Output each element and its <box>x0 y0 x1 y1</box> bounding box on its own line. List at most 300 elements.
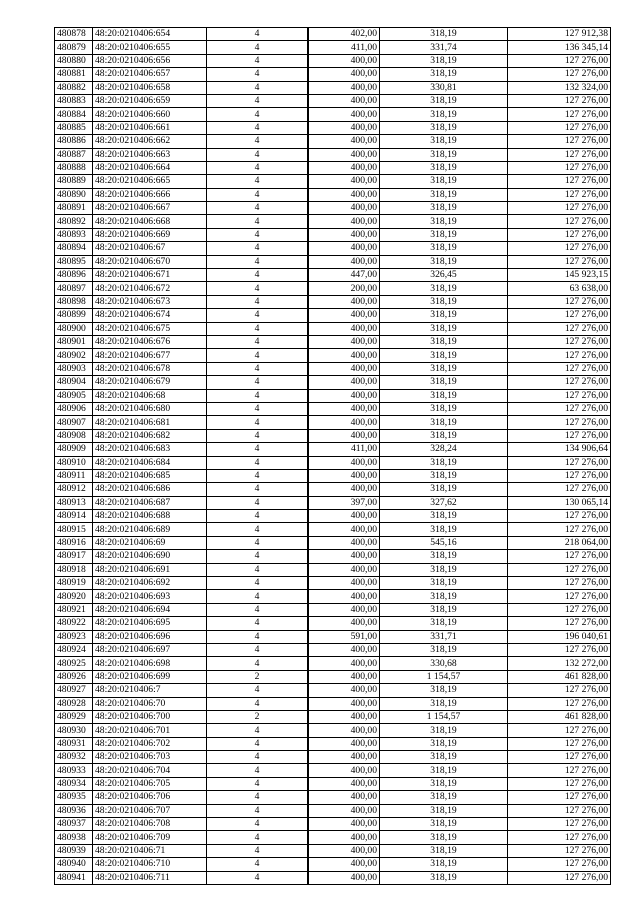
area-cell: 397,00 <box>308 496 380 509</box>
area-cell: 591,00 <box>308 630 380 643</box>
area-cell: 200,00 <box>308 282 380 295</box>
table-row <box>55 282 611 295</box>
row-number-cell: 480914 <box>55 510 93 523</box>
cadastral-number-cell: 48:20:0210406:698 <box>93 657 207 670</box>
row-number-cell: 480940 <box>55 858 93 871</box>
row-number-cell: 480912 <box>55 483 93 496</box>
group-code-cell: 4 <box>207 536 309 549</box>
cadastral-number-cell: 48:20:0210406:692 <box>93 577 207 590</box>
row-number-cell: 480890 <box>55 188 93 201</box>
cadastral-value-cell: 127 276,00 <box>508 818 611 831</box>
cadastral-number-cell: 48:20:0210406:672 <box>93 282 207 295</box>
area-cell: 400,00 <box>308 804 380 817</box>
specific-value-cell: 318,19 <box>380 255 508 268</box>
area-cell: 400,00 <box>308 121 380 134</box>
area-cell: 400,00 <box>308 858 380 871</box>
table-row <box>55 68 611 81</box>
group-code-cell: 4 <box>207 161 309 174</box>
group-code-cell: 4 <box>207 429 309 442</box>
specific-value-cell: 318,19 <box>380 108 508 121</box>
table-row <box>55 510 611 523</box>
row-number-cell: 480927 <box>55 684 93 697</box>
area-cell: 400,00 <box>308 818 380 831</box>
group-code-cell: 4 <box>207 764 309 777</box>
area-cell: 411,00 <box>308 443 380 456</box>
cadastral-number-cell: 48:20:0210406:687 <box>93 496 207 509</box>
cadastral-number-cell: 48:20:0210406:708 <box>93 818 207 831</box>
group-code-cell: 4 <box>207 402 309 415</box>
table-row <box>55 550 611 563</box>
area-cell: 400,00 <box>308 563 380 576</box>
area-cell: 400,00 <box>308 402 380 415</box>
cadastral-number-cell: 48:20:0210406:695 <box>93 617 207 630</box>
group-code-cell: 4 <box>207 724 309 737</box>
cadastral-number-cell: 48:20:0210406:658 <box>93 81 207 94</box>
table-row <box>55 228 611 241</box>
specific-value-cell: 331,74 <box>380 41 508 54</box>
group-code-cell: 4 <box>207 322 309 335</box>
row-number-cell: 480921 <box>55 603 93 616</box>
row-number-cell: 480880 <box>55 54 93 67</box>
cadastral-number-cell: 48:20:0210406:693 <box>93 590 207 603</box>
table-row <box>55 483 611 496</box>
row-number-cell: 480892 <box>55 215 93 228</box>
table-row <box>55 643 611 656</box>
cadastral-value-cell: 127 276,00 <box>508 617 611 630</box>
specific-value-cell: 318,19 <box>380 469 508 482</box>
table-row <box>55 818 611 831</box>
cadastral-value-cell: 127 276,00 <box>508 242 611 255</box>
area-cell: 400,00 <box>308 469 380 482</box>
cadastral-number-cell: 48:20:0210406:699 <box>93 670 207 683</box>
cadastral-number-cell: 48:20:0210406:665 <box>93 175 207 188</box>
area-cell: 400,00 <box>308 643 380 656</box>
group-code-cell: 4 <box>207 81 309 94</box>
cadastral-number-cell: 48:20:0210406:700 <box>93 710 207 723</box>
cadastral-value-cell: 127 276,00 <box>508 469 611 482</box>
table-row <box>55 804 611 817</box>
group-code-cell: 4 <box>207 376 309 389</box>
specific-value-cell: 318,19 <box>380 376 508 389</box>
row-number-cell: 480894 <box>55 242 93 255</box>
table-row <box>55 751 611 764</box>
specific-value-cell: 318,19 <box>380 777 508 790</box>
specific-value-cell: 318,19 <box>380 724 508 737</box>
cadastral-value-cell: 127 912,38 <box>508 28 611 41</box>
area-cell: 400,00 <box>308 536 380 549</box>
specific-value-cell: 318,19 <box>380 737 508 750</box>
cadastral-value-cell: 127 276,00 <box>508 135 611 148</box>
table-row <box>55 710 611 723</box>
group-code-cell: 4 <box>207 443 309 456</box>
area-cell: 400,00 <box>308 362 380 375</box>
group-code-cell: 4 <box>207 41 309 54</box>
cadastral-value-cell: 218 064,00 <box>508 536 611 549</box>
specific-value-cell: 318,19 <box>380 617 508 630</box>
area-cell: 400,00 <box>308 791 380 804</box>
row-number-cell: 480925 <box>55 657 93 670</box>
cadastral-value-cell: 127 276,00 <box>508 402 611 415</box>
cadastral-value-cell: 127 276,00 <box>508 349 611 362</box>
cadastral-value-cell: 127 276,00 <box>508 697 611 710</box>
area-cell: 400,00 <box>308 309 380 322</box>
cadastral-value-cell: 127 276,00 <box>508 362 611 375</box>
row-number-cell: 480896 <box>55 269 93 282</box>
table-row <box>55 791 611 804</box>
specific-value-cell: 318,19 <box>380 322 508 335</box>
row-number-cell: 480920 <box>55 590 93 603</box>
cadastral-number-cell: 48:20:0210406:668 <box>93 215 207 228</box>
row-number-cell: 480931 <box>55 737 93 750</box>
row-number-cell: 480878 <box>55 28 93 41</box>
cadastral-number-cell: 48:20:0210406:655 <box>93 41 207 54</box>
cadastral-number-cell: 48:20:0210406:673 <box>93 295 207 308</box>
area-cell: 400,00 <box>308 831 380 844</box>
cadastral-value-cell: 130 065,14 <box>508 496 611 509</box>
row-number-cell: 480893 <box>55 228 93 241</box>
row-number-cell: 480917 <box>55 550 93 563</box>
area-cell: 400,00 <box>308 483 380 496</box>
group-code-cell: 4 <box>207 791 309 804</box>
group-code-cell: 4 <box>207 577 309 590</box>
specific-value-cell: 328,24 <box>380 443 508 456</box>
table-row <box>55 135 611 148</box>
cadastral-number-cell: 48:20:0210406:674 <box>93 309 207 322</box>
table-row <box>55 309 611 322</box>
area-cell: 400,00 <box>308 777 380 790</box>
cadastral-number-cell: 48:20:0210406:679 <box>93 376 207 389</box>
cadastral-number-cell: 48:20:0210406:696 <box>93 630 207 643</box>
area-cell: 411,00 <box>308 41 380 54</box>
row-number-cell: 480935 <box>55 791 93 804</box>
area-cell: 400,00 <box>308 684 380 697</box>
cadastral-number-cell: 48:20:0210406:657 <box>93 68 207 81</box>
area-cell: 400,00 <box>308 710 380 723</box>
row-number-cell: 480889 <box>55 175 93 188</box>
area-cell: 400,00 <box>308 175 380 188</box>
cadastral-value-cell: 132 324,00 <box>508 81 611 94</box>
cadastral-value-cell: 127 276,00 <box>508 161 611 174</box>
area-cell: 400,00 <box>308 389 380 402</box>
group-code-cell: 4 <box>207 54 309 67</box>
cadastral-value-cell: 127 276,00 <box>508 858 611 871</box>
cadastral-number-cell: 48:20:0210406:682 <box>93 429 207 442</box>
row-number-cell: 480888 <box>55 161 93 174</box>
row-number-cell: 480933 <box>55 764 93 777</box>
cadastral-value-cell: 127 276,00 <box>508 563 611 576</box>
area-cell: 400,00 <box>308 349 380 362</box>
group-code-cell: 4 <box>207 818 309 831</box>
cadastral-value-cell: 127 276,00 <box>508 684 611 697</box>
cadastral-value-cell: 127 276,00 <box>508 577 611 590</box>
specific-value-cell: 318,19 <box>380 242 508 255</box>
area-cell: 400,00 <box>308 429 380 442</box>
table-row <box>55 41 611 54</box>
cadastral-number-cell: 48:20:0210406:704 <box>93 764 207 777</box>
specific-value-cell: 318,19 <box>380 804 508 817</box>
specific-value-cell: 318,19 <box>380 603 508 616</box>
table-row <box>55 456 611 469</box>
group-code-cell: 2 <box>207 670 309 683</box>
table-row <box>55 871 611 884</box>
cadastral-value-cell: 127 276,00 <box>508 804 611 817</box>
row-number-cell: 480934 <box>55 777 93 790</box>
table-row <box>55 376 611 389</box>
specific-value-cell: 318,19 <box>380 228 508 241</box>
table-row <box>55 777 611 790</box>
specific-value-cell: 318,19 <box>380 697 508 710</box>
group-code-cell: 4 <box>207 148 309 161</box>
area-cell: 400,00 <box>308 108 380 121</box>
area-cell: 400,00 <box>308 255 380 268</box>
area-cell: 400,00 <box>308 523 380 536</box>
specific-value-cell: 318,19 <box>380 510 508 523</box>
table-row <box>55 844 611 857</box>
specific-value-cell: 318,19 <box>380 54 508 67</box>
row-number-cell: 480901 <box>55 335 93 348</box>
specific-value-cell: 318,19 <box>380 309 508 322</box>
area-cell: 400,00 <box>308 135 380 148</box>
area-cell: 400,00 <box>308 202 380 215</box>
group-code-cell: 4 <box>207 269 309 282</box>
row-number-cell: 480883 <box>55 94 93 107</box>
specific-value-cell: 318,19 <box>380 764 508 777</box>
group-code-cell: 4 <box>207 657 309 670</box>
cadastral-value-cell: 127 276,00 <box>508 215 611 228</box>
area-cell: 400,00 <box>308 737 380 750</box>
group-code-cell: 4 <box>207 228 309 241</box>
cadastral-number-cell: 48:20:0210406:71 <box>93 844 207 857</box>
specific-value-cell: 318,19 <box>380 871 508 884</box>
specific-value-cell: 318,19 <box>380 202 508 215</box>
cadastral-number-cell: 48:20:0210406:688 <box>93 510 207 523</box>
table-row <box>55 523 611 536</box>
cadastral-value-cell: 127 276,00 <box>508 188 611 201</box>
cadastral-number-cell: 48:20:0210406:67 <box>93 242 207 255</box>
group-code-cell: 4 <box>207 496 309 509</box>
table-row <box>55 255 611 268</box>
row-number-cell: 480903 <box>55 362 93 375</box>
cadastral-value-cell: 127 276,00 <box>508 429 611 442</box>
specific-value-cell: 327,62 <box>380 496 508 509</box>
cadastral-value-cell: 136 345,14 <box>508 41 611 54</box>
cadastral-number-cell: 48:20:0210406:684 <box>93 456 207 469</box>
table-row <box>55 175 611 188</box>
table-row <box>55 577 611 590</box>
specific-value-cell: 318,19 <box>380 28 508 41</box>
cadastral-value-cell: 127 276,00 <box>508 590 611 603</box>
row-number-cell: 480881 <box>55 68 93 81</box>
area-cell: 400,00 <box>308 228 380 241</box>
cadastral-value-cell: 127 276,00 <box>508 523 611 536</box>
specific-value-cell: 318,19 <box>380 215 508 228</box>
table-row <box>55 737 611 750</box>
cadastral-number-cell: 48:20:0210406:671 <box>93 269 207 282</box>
cadastral-value-cell: 127 276,00 <box>508 94 611 107</box>
cadastral-value-cell: 127 276,00 <box>508 831 611 844</box>
row-number-cell: 480939 <box>55 844 93 857</box>
group-code-cell: 4 <box>207 643 309 656</box>
table-row <box>55 496 611 509</box>
row-number-cell: 480906 <box>55 402 93 415</box>
group-code-cell: 4 <box>207 202 309 215</box>
cadastral-value-cell: 127 276,00 <box>508 844 611 857</box>
group-code-cell: 4 <box>207 295 309 308</box>
group-code-cell: 4 <box>207 603 309 616</box>
area-cell: 400,00 <box>308 81 380 94</box>
cadastral-number-cell: 48:20:0210406:677 <box>93 349 207 362</box>
area-cell: 400,00 <box>308 603 380 616</box>
group-code-cell: 4 <box>207 349 309 362</box>
cadastral-value-cell: 127 276,00 <box>508 295 611 308</box>
group-code-cell: 4 <box>207 456 309 469</box>
cadastral-number-cell: 48:20:0210406:707 <box>93 804 207 817</box>
cadastral-value-cell: 127 276,00 <box>508 510 611 523</box>
specific-value-cell: 318,19 <box>380 684 508 697</box>
table-body <box>55 28 611 885</box>
area-cell: 400,00 <box>308 215 380 228</box>
table-row <box>55 416 611 429</box>
table-row <box>55 242 611 255</box>
row-number-cell: 480913 <box>55 496 93 509</box>
cadastral-value-cell: 196 040,61 <box>508 630 611 643</box>
cadastral-number-cell: 48:20:0210406:667 <box>93 202 207 215</box>
specific-value-cell: 318,19 <box>380 643 508 656</box>
area-cell: 447,00 <box>308 269 380 282</box>
area-cell: 400,00 <box>308 657 380 670</box>
cadastral-number-cell: 48:20:0210406:675 <box>93 322 207 335</box>
specific-value-cell: 1 154,57 <box>380 710 508 723</box>
area-cell: 400,00 <box>308 550 380 563</box>
area-cell: 400,00 <box>308 751 380 764</box>
area-cell: 400,00 <box>308 335 380 348</box>
group-code-cell: 4 <box>207 483 309 496</box>
row-number-cell: 480899 <box>55 309 93 322</box>
cadastral-value-cell: 461 828,00 <box>508 670 611 683</box>
table-row <box>55 188 611 201</box>
group-code-cell: 4 <box>207 108 309 121</box>
group-code-cell: 4 <box>207 563 309 576</box>
row-number-cell: 480897 <box>55 282 93 295</box>
table-row <box>55 215 611 228</box>
row-number-cell: 480918 <box>55 563 93 576</box>
cadastral-value-cell: 127 276,00 <box>508 389 611 402</box>
row-number-cell: 480904 <box>55 376 93 389</box>
table-row <box>55 831 611 844</box>
cadastral-value-cell: 127 276,00 <box>508 108 611 121</box>
area-cell: 400,00 <box>308 844 380 857</box>
specific-value-cell: 326,45 <box>380 269 508 282</box>
group-code-cell: 4 <box>207 121 309 134</box>
group-code-cell: 4 <box>207 590 309 603</box>
group-code-cell: 2 <box>207 710 309 723</box>
table-row <box>55 322 611 335</box>
cadastral-number-cell: 48:20:0210406:681 <box>93 416 207 429</box>
cadastral-number-cell: 48:20:0210406:705 <box>93 777 207 790</box>
table-row <box>55 670 611 683</box>
group-code-cell: 4 <box>207 550 309 563</box>
specific-value-cell: 318,19 <box>380 416 508 429</box>
cadastral-value-cell: 127 276,00 <box>508 416 611 429</box>
table-row <box>55 630 611 643</box>
group-code-cell: 4 <box>207 335 309 348</box>
row-number-cell: 480891 <box>55 202 93 215</box>
group-code-cell: 4 <box>207 737 309 750</box>
table-row <box>55 684 611 697</box>
row-number-cell: 480898 <box>55 295 93 308</box>
row-number-cell: 480884 <box>55 108 93 121</box>
cadastral-number-cell: 48:20:0210406:670 <box>93 255 207 268</box>
group-code-cell: 4 <box>207 68 309 81</box>
group-code-cell: 4 <box>207 362 309 375</box>
specific-value-cell: 318,19 <box>380 456 508 469</box>
cadastral-value-cell: 127 276,00 <box>508 751 611 764</box>
area-cell: 400,00 <box>308 54 380 67</box>
area-cell: 400,00 <box>308 510 380 523</box>
cadastral-number-cell: 48:20:0210406:691 <box>93 563 207 576</box>
row-number-cell: 480885 <box>55 121 93 134</box>
table-row <box>55 202 611 215</box>
cadastral-value-cell: 127 276,00 <box>508 791 611 804</box>
table-row <box>55 402 611 415</box>
table-row <box>55 121 611 134</box>
specific-value-cell: 318,19 <box>380 577 508 590</box>
cadastral-value-cell: 127 276,00 <box>508 603 611 616</box>
cadastral-value-cell: 127 276,00 <box>508 202 611 215</box>
specific-value-cell: 318,19 <box>380 402 508 415</box>
group-code-cell: 4 <box>207 135 309 148</box>
area-cell: 400,00 <box>308 724 380 737</box>
cadastral-number-cell: 48:20:0210406:654 <box>93 28 207 41</box>
specific-value-cell: 318,19 <box>380 68 508 81</box>
specific-value-cell: 331,71 <box>380 630 508 643</box>
specific-value-cell: 318,19 <box>380 818 508 831</box>
area-cell: 400,00 <box>308 697 380 710</box>
cadastral-value-cell: 127 276,00 <box>508 456 611 469</box>
row-number-cell: 480900 <box>55 322 93 335</box>
cadastral-value-cell: 127 276,00 <box>508 376 611 389</box>
cadastral-value-cell: 63 638,00 <box>508 282 611 295</box>
area-cell: 400,00 <box>308 242 380 255</box>
cadastral-number-cell: 48:20:0210406:680 <box>93 402 207 415</box>
cadastral-number-cell: 48:20:0210406:661 <box>93 121 207 134</box>
table-row <box>55 858 611 871</box>
cadastral-number-cell: 48:20:0210406:703 <box>93 751 207 764</box>
area-cell: 400,00 <box>308 764 380 777</box>
cadastral-number-cell: 48:20:0210406:664 <box>93 161 207 174</box>
cadastral-value-cell: 127 276,00 <box>508 777 611 790</box>
area-cell: 400,00 <box>308 456 380 469</box>
table-row <box>55 603 611 616</box>
cadastral-number-cell: 48:20:0210406:656 <box>93 54 207 67</box>
cadastral-value-cell: 134 906,64 <box>508 443 611 456</box>
area-cell: 400,00 <box>308 617 380 630</box>
table-row <box>55 536 611 549</box>
specific-value-cell: 330,68 <box>380 657 508 670</box>
specific-value-cell: 318,19 <box>380 483 508 496</box>
row-number-cell: 480895 <box>55 255 93 268</box>
group-code-cell: 4 <box>207 697 309 710</box>
cadastral-number-cell: 48:20:0210406:69 <box>93 536 207 549</box>
cadastral-value-cell: 127 276,00 <box>508 309 611 322</box>
specific-value-cell: 318,19 <box>380 175 508 188</box>
group-code-cell: 4 <box>207 242 309 255</box>
specific-value-cell: 318,19 <box>380 751 508 764</box>
group-code-cell: 4 <box>207 94 309 107</box>
table-row <box>55 469 611 482</box>
table-row <box>55 389 611 402</box>
specific-value-cell: 318,19 <box>380 161 508 174</box>
